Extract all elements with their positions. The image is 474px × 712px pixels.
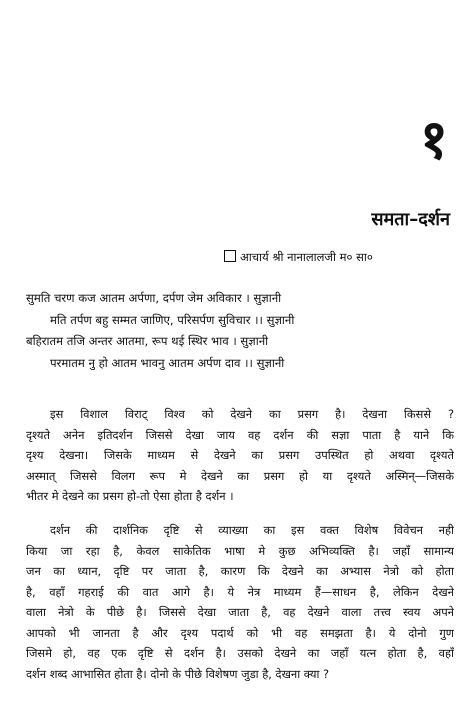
poem-line: परमातम नु हो आतम भावनु आतम अर्पण दाव ।। सुज्ञानी <box>50 355 285 370</box>
paragraph-line: आपको भी जानता है और दृश्य पदार्थ को भी वह समझता है। ये दोनो गुण <box>26 625 454 640</box>
chapter-title: समता–दर्शन <box>371 209 450 230</box>
paragraph-line: वाला नेत्रो के पीछे है। जिससे देखा जाता है, वह देखने वाला तत्त्व स्वय अपने <box>26 605 454 619</box>
paragraph-line: है, वहाँ गहराई की वात आगे है। ये नेत्र माध्यम हैं—साधन है, लेकिन देखने <box>26 584 454 599</box>
poem-block <box>26 288 456 374</box>
chapter-number: १ <box>419 107 448 171</box>
paragraph-line: जन का ध्यान, दृष्टि पर जाता है, कारण कि देखने का अभ्यास नेत्रो को होता <box>26 564 454 578</box>
paragraph <box>26 404 454 507</box>
paragraph-line: भीतर मे देखने का प्रसग हो-तो ऐसा होता है दर्शन । <box>26 489 234 503</box>
paragraph-line: दृश्य देखना। जिसके माध्यम से देखने का प्रसग उपस्थित हो अथवा दृश्यते <box>26 448 454 462</box>
paragraph-line: जिसमे हो, वह एक दृष्टि से दर्शन है। उसको देखने का जहाँ यत्न होता है, वहाँ <box>26 646 454 660</box>
paragraph-line: दृश्यते अनेन इतिदर्शन जिससे देखा जाय वह दर्शन की सज्ञा पाता है याने कि <box>26 427 454 442</box>
paragraph-line: किया जा रहा है, केवल साकेतिक भाषा मे कुछ अभिव्यक्ति है। जहाँ सामान्य <box>26 543 454 558</box>
paragraph-line: दर्शन शब्द आभासित होता है। दोनो के पीछे विशेषण जुडा है, देखना क्या ? <box>26 666 330 681</box>
poem-line: सुमति चरण कज आतम अर्पणा, दर्पण जेम अविकार । सुज्ञानी <box>26 291 282 305</box>
paragraph-line: अस्मात् जिससे विलग रूप मे देखने का प्रसग हो या दृश्यते अस्मिन्—जिसके <box>26 468 454 483</box>
author-line <box>224 248 450 266</box>
paragraph <box>26 520 454 684</box>
paragraph-line: दर्शन की दार्शनिक दृष्टि से व्याख्या का इस वक्त विशेष विवेचन नही <box>50 523 454 537</box>
poem-line: मति तर्पण बहु सम्मत जाणिए, परिसर्पण सुविचार ।। सुज्ञानी <box>50 312 295 327</box>
square-bullet-icon <box>224 250 236 262</box>
paragraph-line: इस विशाल विराट् विश्व को देखने का प्रसग है। देखना किससे ? <box>50 407 454 421</box>
poem-line: बहिरातम तजि अन्तर आतमा, रूप थई स्थिर भाव । सुज्ञानी <box>26 334 269 348</box>
author-name: आचार्य श्री नानालालजी म० सा० <box>240 250 373 264</box>
